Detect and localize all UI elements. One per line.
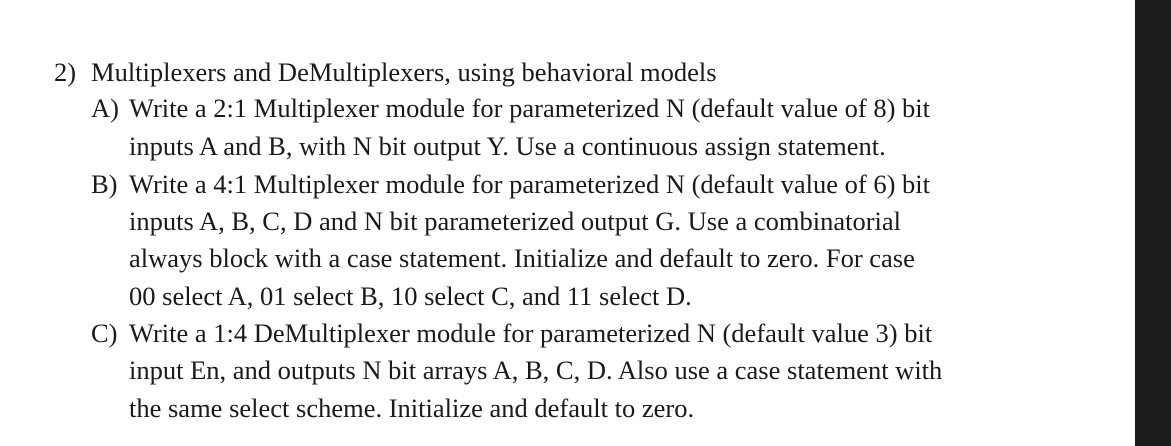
part-a-line-2: inputs A and B, with N bit output Y. Use a continuous assign statement. xyxy=(129,131,886,161)
part-b-line-1: Write a 4:1 Multiplexer module for parameterized N (default value of 6) bit xyxy=(129,169,930,199)
part-b-line-3: always block with a case statement. Initialize and default to zero. For case xyxy=(129,243,915,273)
part-c-line-1: Write a 1:4 DeMultiplexer module for parameterized N (default value 3) bit xyxy=(129,318,933,348)
part-a-line-1: Write a 2:1 Multiplexer module for parameterized N (default value of 8) bit xyxy=(129,93,930,123)
part-c-label: C) xyxy=(91,318,118,348)
part-a-label: A) xyxy=(91,93,119,123)
part-c-line-2: input En, and outputs N bit arrays A, B, C, D. Also use a case statement with xyxy=(129,355,943,385)
part-b-line-2: inputs A, B, C, D and N bit parameterized output G. Use a combinatorial xyxy=(129,206,902,236)
right-edge-panel xyxy=(1135,0,1171,446)
part-c-line-3: the same select scheme. Initialize and default to zero. xyxy=(129,393,695,423)
part-b-label: B) xyxy=(91,169,118,199)
question-number: 2) xyxy=(54,57,77,87)
part-b-line-4: 00 select A, 01 select B, 10 select C, and 11 select D. xyxy=(129,281,692,311)
question-title: Multiplexers and DeMultiplexers, using behavioral models xyxy=(91,57,717,87)
